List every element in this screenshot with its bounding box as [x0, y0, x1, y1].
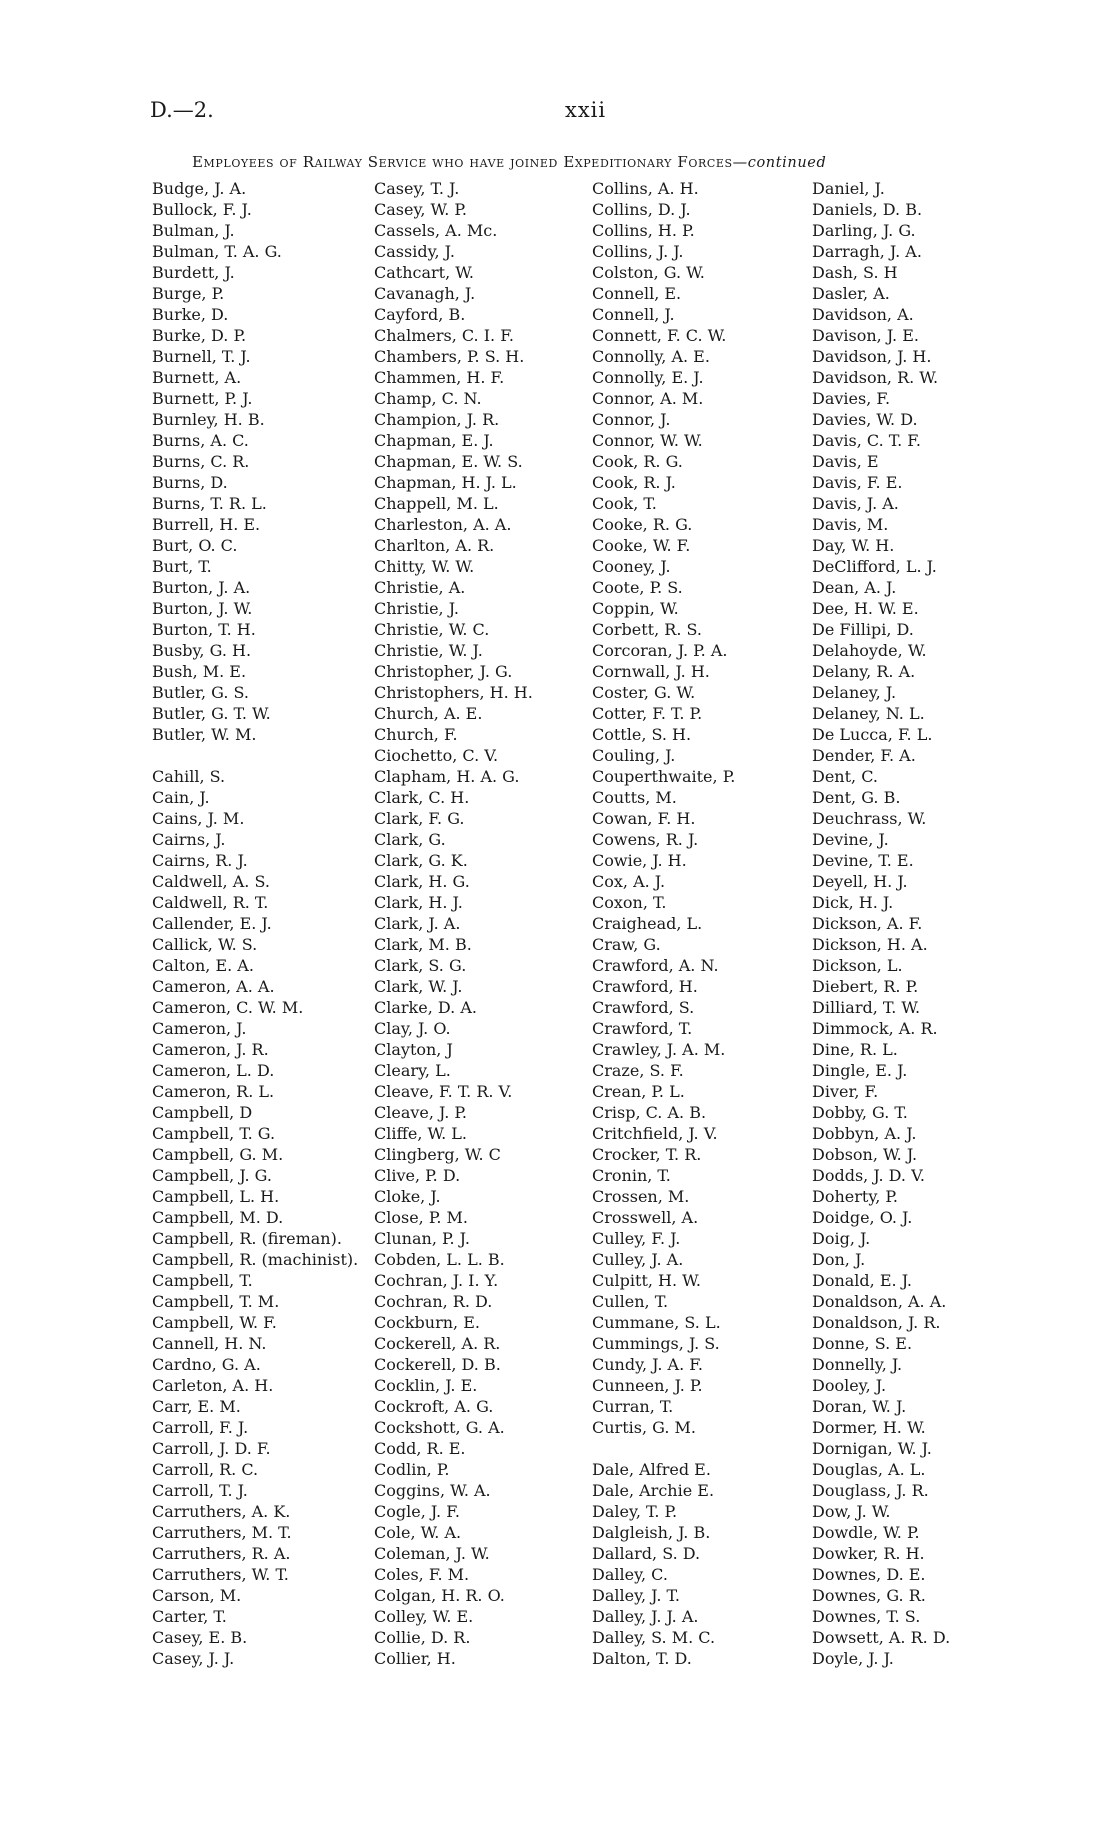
name-entry: Dowsett, A. R. D.: [812, 1628, 951, 1647]
name-entry: Daley, T. P.: [592, 1502, 678, 1521]
name-column-1: [152, 178, 358, 1669]
name-entry: Dean, A. J.: [812, 578, 897, 597]
name-entry: Campbell, G. M.: [152, 1145, 284, 1164]
name-entry: Cowie, J. H.: [592, 851, 687, 870]
name-entry: Darling, J. G.: [812, 221, 916, 240]
name-entry: Daniel, J.: [812, 179, 885, 198]
name-entry: Carroll, R. C.: [152, 1460, 259, 1479]
name-entry: Cairns, R. J.: [152, 851, 248, 870]
name-entry: Cayford, B.: [374, 305, 466, 324]
name-entry: Craighead, L.: [592, 914, 703, 933]
name-entry: Carruthers, M. T.: [152, 1523, 292, 1542]
name-entry: Codd, R. E.: [374, 1439, 466, 1458]
name-entry: Clark, H. G.: [374, 872, 470, 891]
name-entry: Dalgleish, J. B.: [592, 1523, 711, 1542]
name-entry: Cole, W. A.: [374, 1523, 462, 1542]
name-entry: Cameron, J.: [152, 1019, 247, 1038]
name-entry: Cox, A. J.: [592, 872, 666, 891]
name-entry: Bulman, T. A. G.: [152, 242, 282, 261]
name-entry: Davis, C. T. F.: [812, 431, 921, 450]
name-entry: Davidson, A.: [812, 305, 914, 324]
name-entry: Callick, W. S.: [152, 935, 258, 954]
name-entry: Carruthers, W. T.: [152, 1565, 289, 1584]
name-entry: Burns, C. R.: [152, 452, 250, 471]
name-entry: Delaney, J.: [812, 683, 897, 702]
name-entry: Bulman, J.: [152, 221, 235, 240]
name-entry: Burrell, H. E.: [152, 515, 261, 534]
name-entry: Charleston, A. A.: [374, 515, 512, 534]
name-entry: Champ, C. N.: [374, 389, 482, 408]
name-entry: Cliffe, W. L.: [374, 1124, 468, 1143]
name-entry: Callender, E. J.: [152, 914, 272, 933]
name-entry: Charlton, A. R.: [374, 536, 495, 555]
name-entry: Cameron, L. D.: [152, 1061, 275, 1080]
name-entry: Connor, W. W.: [592, 431, 703, 450]
name-entry: Dash, S. H: [812, 263, 898, 282]
name-entry: Campbell, W. F.: [152, 1313, 277, 1332]
name-entry: Butler, W. M.: [152, 725, 257, 744]
name-entry: Diebert, R. P.: [812, 977, 919, 996]
name-entry: Cockerell, A. R.: [374, 1334, 501, 1353]
name-entry: Dalley, C.: [592, 1565, 668, 1584]
name-entry: Colgan, H. R. O.: [374, 1586, 505, 1605]
name-entry: Burton, J. A.: [152, 578, 251, 597]
name-entry: Clark, F. G.: [374, 809, 465, 828]
name-entry: Crawford, A. N.: [592, 956, 719, 975]
name-entry: Devine, T. E.: [812, 851, 914, 870]
name-entry: Clark, W. J.: [374, 977, 463, 996]
name-entry: Colley, W. E.: [374, 1607, 474, 1626]
name-entry: Corbett, R. S.: [592, 620, 702, 639]
name-entry: Craze, S. F.: [592, 1061, 684, 1080]
name-entry: Dee, H. W. E.: [812, 599, 919, 618]
name-entry: Cochran, J. I. Y.: [374, 1271, 499, 1290]
name-entry: Chitty, W. W.: [374, 557, 475, 576]
name-entry: Burke, D. P.: [152, 326, 247, 345]
name-entry: Dender, F. A.: [812, 746, 916, 765]
name-entry: Corcoran, J. P. A.: [592, 641, 728, 660]
name-entry: Chapman, E. J.: [374, 431, 494, 450]
name-entry: Don, J.: [812, 1250, 866, 1269]
name-entry: Collier, H.: [374, 1649, 456, 1668]
name-entry: Clunan, P. J.: [374, 1229, 470, 1248]
name-entry: Dilliard, T. W.: [812, 998, 921, 1017]
name-entry: Christophers, H. H.: [374, 683, 533, 702]
name-entry: Collins, J. J.: [592, 242, 684, 261]
name-entry: Clark, S. G.: [374, 956, 467, 975]
name-column-3: [592, 178, 735, 1669]
name-entry: Casey, E. B.: [152, 1628, 248, 1647]
name-entry: Collie, D. R.: [374, 1628, 471, 1647]
name-entry: Cowan, F. H.: [592, 809, 696, 828]
name-entry: Cains, J. M.: [152, 809, 245, 828]
name-entry: DeClifford, L. J.: [812, 557, 937, 576]
name-entry: Cavanagh, J.: [374, 284, 476, 303]
name-entry: Carruthers, A. K.: [152, 1502, 291, 1521]
name-entry: Campbell, R. (machinist).: [152, 1250, 359, 1269]
name-entry: Day, W. H.: [812, 536, 895, 555]
name-entry: Cunneen, J. P.: [592, 1376, 703, 1395]
name-entry: Carson, M.: [152, 1586, 242, 1605]
name-entry: Cleary, L.: [374, 1061, 451, 1080]
name-entry: Carter, T.: [152, 1607, 227, 1626]
name-entry: Ciochetto, C. V.: [374, 746, 499, 765]
name-entry: Diver, F.: [812, 1082, 879, 1101]
name-entry: Crocker, T. R.: [592, 1145, 702, 1164]
name-entry: Dowdle, W. P.: [812, 1523, 920, 1542]
name-entry: Dale, Alfred E.: [592, 1460, 711, 1479]
name-entry: Dimmock, A. R.: [812, 1019, 938, 1038]
name-entry: Dingle, E. J.: [812, 1061, 908, 1080]
name-entry: Chapman, H. J. L.: [374, 473, 517, 492]
name-entry: Burt, T.: [152, 557, 212, 576]
name-entry: Connolly, A. E.: [592, 347, 710, 366]
name-entry: Davis, J. A.: [812, 494, 899, 513]
name-entry: Crawford, H.: [592, 977, 698, 996]
name-entry: Dowker, R. H.: [812, 1544, 925, 1563]
name-entry: Campbell, J. G.: [152, 1166, 272, 1185]
name-entry: Cameron, A. A.: [152, 977, 275, 996]
name-entry: Cairns, J.: [152, 830, 226, 849]
name-entry: Cahill, S.: [152, 767, 226, 786]
name-entry: Donaldson, J. R.: [812, 1313, 941, 1332]
name-entry: Cullen, T.: [592, 1292, 669, 1311]
name-entry: Coote, P. S.: [592, 578, 683, 597]
name-entry: Carroll, J. D. F.: [152, 1439, 271, 1458]
name-entry: Dale, Archie E.: [592, 1481, 715, 1500]
name-entry: Cleave, J. P.: [374, 1103, 467, 1122]
name-entry: Crosswell, A.: [592, 1208, 699, 1227]
name-entry: De Fillipi, D.: [812, 620, 914, 639]
name-entry: Dickson, A. F.: [812, 914, 923, 933]
name-entry: Cooney, J.: [592, 557, 671, 576]
name-entry: Dormer, H. W.: [812, 1418, 926, 1437]
name-entry: Cassidy, J.: [374, 242, 455, 261]
name-entry: Cloke, J.: [374, 1187, 441, 1206]
name-entry: Cockburn, E.: [374, 1313, 480, 1332]
name-entry: Burns, D.: [152, 473, 228, 492]
name-entry: Clark, J. A.: [374, 914, 461, 933]
name-entry: Culpitt, H. W.: [592, 1271, 701, 1290]
name-entry: Douglas, A. L.: [812, 1460, 926, 1479]
name-entry: Christopher, J. G.: [374, 662, 513, 681]
name-entry: Clark, G.: [374, 830, 446, 849]
name-entry: Church, A. E.: [374, 704, 483, 723]
name-entry: Cannell, H. N.: [152, 1334, 267, 1353]
name-entry: Burns, A. C.: [152, 431, 249, 450]
name-entry: Culley, F. J.: [592, 1229, 681, 1248]
name-entry: Doig, J.: [812, 1229, 871, 1248]
name-entry: Crawford, S.: [592, 998, 695, 1017]
name-entry: Burton, T. H.: [152, 620, 256, 639]
name-entry: Burnett, P. J.: [152, 389, 253, 408]
page-heading: [192, 153, 1092, 171]
name-entry: Cook, T.: [592, 494, 657, 513]
name-entry: Burnett, A.: [152, 368, 242, 387]
name-entry: Cotter, F. T. P.: [592, 704, 703, 723]
name-entry: Bush, M. E.: [152, 662, 247, 681]
name-entry: Christie, J.: [374, 599, 459, 618]
name-entry: Campbell, T. M.: [152, 1292, 280, 1311]
name-entry: Dickson, H. A.: [812, 935, 928, 954]
name-entry: Daniels, D. B.: [812, 200, 923, 219]
name-entry: Cummings, J. S.: [592, 1334, 720, 1353]
name-entry: Dalley, S. M. C.: [592, 1628, 716, 1647]
name-entry: Calton, E. A.: [152, 956, 254, 975]
name-entry: Cockroft, A. G.: [374, 1397, 494, 1416]
blank-line: [152, 745, 358, 766]
name-entry: Donald, E. J.: [812, 1271, 912, 1290]
name-entry: Donnelly, J.: [812, 1355, 903, 1374]
name-entry: Christie, W. J.: [374, 641, 483, 660]
name-entry: Cooke, W. F.: [592, 536, 691, 555]
page-number: xxii: [565, 98, 607, 122]
name-entry: Codlin, P.: [374, 1460, 450, 1479]
name-entry: Coster, G. W.: [592, 683, 696, 702]
name-entry: Carr, E. M.: [152, 1397, 241, 1416]
name-entry: Dow, J. W.: [812, 1502, 891, 1521]
name-entry: Carroll, F. J.: [152, 1418, 249, 1437]
name-entry: Dornigan, W. J.: [812, 1439, 932, 1458]
name-entry: Clark, M. B.: [374, 935, 472, 954]
name-entry: Collins, D. J.: [592, 200, 691, 219]
name-entry: Caldwell, A. S.: [152, 872, 270, 891]
name-entry: Cameron, R. L.: [152, 1082, 275, 1101]
name-entry: Burt, O. C.: [152, 536, 238, 555]
name-entry: De Lucca, F. L.: [812, 725, 933, 744]
name-entry: Crossen, M.: [592, 1187, 690, 1206]
name-entry: Doyle, J. J.: [812, 1649, 894, 1668]
name-entry: Campbell, T.: [152, 1271, 253, 1290]
name-entry: Dodds, J. D. V.: [812, 1166, 925, 1185]
page-reference: D.—2.: [150, 98, 214, 122]
name-entry: Campbell, T. G.: [152, 1124, 276, 1143]
blank-line: [592, 1438, 735, 1459]
name-entry: Davison, J. E.: [812, 326, 919, 345]
name-entry: Davies, F.: [812, 389, 891, 408]
name-entry: Cronin, T.: [592, 1166, 671, 1185]
name-entry: Devine, J.: [812, 830, 889, 849]
name-entry: Carleton, A. H.: [152, 1376, 274, 1395]
name-entry: Dine, R. L.: [812, 1040, 898, 1059]
name-entry: Coggins, W. A.: [374, 1481, 491, 1500]
name-entry: Cocklin, J. E.: [374, 1376, 478, 1395]
name-entry: Darragh, J. A.: [812, 242, 922, 261]
name-entry: Dooley, J.: [812, 1376, 887, 1395]
name-entry: Coles, F. M.: [374, 1565, 470, 1584]
name-entry: Cook, R. G.: [592, 452, 683, 471]
name-entry: Busby, G. H.: [152, 641, 252, 660]
name-entry: Cleave, F. T. R. V.: [374, 1082, 513, 1101]
name-entry: Cameron, J. R.: [152, 1040, 269, 1059]
name-entry: Clark, C. H.: [374, 788, 470, 807]
name-entry: Curran, T.: [592, 1397, 674, 1416]
name-entry: Cook, R. J.: [592, 473, 676, 492]
name-entry: Dickson, L.: [812, 956, 903, 975]
name-column-4: [812, 178, 950, 1669]
name-entry: Dobby, G. T.: [812, 1103, 908, 1122]
name-entry: Davidson, R. W.: [812, 368, 939, 387]
name-entry: Doherty, P.: [812, 1187, 899, 1206]
name-entry: Burnley, H. B.: [152, 410, 265, 429]
name-entry: Chappell, M. L.: [374, 494, 499, 513]
name-entry: Davis, F. E.: [812, 473, 903, 492]
name-entry: Collins, H. P.: [592, 221, 695, 240]
name-entry: Connolly, E. J.: [592, 368, 704, 387]
name-entry: Champion, J. R.: [374, 410, 500, 429]
name-entry: Butler, G. S.: [152, 683, 249, 702]
name-entry: Burke, D.: [152, 305, 229, 324]
name-entry: Cassels, A. Mc.: [374, 221, 498, 240]
name-entry: Casey, T. J.: [374, 179, 460, 198]
name-entry: Chapman, E. W. S.: [374, 452, 523, 471]
name-entry: Dallard, S. D.: [592, 1544, 701, 1563]
name-entry: Dalley, J. J. A.: [592, 1607, 699, 1626]
name-entry: Crean, P. L.: [592, 1082, 685, 1101]
name-entry: Couperthwaite, P.: [592, 767, 736, 786]
name-entry: Burge, P.: [152, 284, 225, 303]
name-entry: Dobson, W. J.: [812, 1145, 918, 1164]
name-entry: Dasler, A.: [812, 284, 890, 303]
name-entry: Doidge, O. J.: [812, 1208, 913, 1227]
name-entry: Critchfield, J. V.: [592, 1124, 718, 1143]
name-entry: Davidson, J. H.: [812, 347, 932, 366]
name-column-2: [374, 178, 533, 1669]
name-entry: Coxon, T.: [592, 893, 667, 912]
name-entry: Collins, A. H.: [592, 179, 699, 198]
name-entry: Couling, J.: [592, 746, 676, 765]
name-entry: Douglass, J. R.: [812, 1481, 929, 1500]
name-entry: Delaney, N. L.: [812, 704, 925, 723]
name-entry: Carroll, T. J.: [152, 1481, 248, 1500]
name-entry: Carruthers, R. A.: [152, 1544, 291, 1563]
name-entry: Burnell, T. J.: [152, 347, 251, 366]
name-entry: Clark, G. K.: [374, 851, 468, 870]
heading-title: Employees of Railway Service who have joined Expeditionary Forces: [192, 153, 733, 171]
name-entry: Coutts, M.: [592, 788, 677, 807]
name-entry: Doran, W. J.: [812, 1397, 907, 1416]
name-entry: Crisp, C. A. B.: [592, 1103, 707, 1122]
name-entry: Cundy, J. A. F.: [592, 1355, 703, 1374]
name-entry: Downes, G. R.: [812, 1586, 926, 1605]
name-entry: Cardno, G. A.: [152, 1355, 261, 1374]
name-entry: Burton, J. W.: [152, 599, 253, 618]
name-entry: Bullock, F. J.: [152, 200, 252, 219]
name-entry: Casey, J. J.: [152, 1649, 235, 1668]
name-entry: Clarke, D. A.: [374, 998, 477, 1017]
name-entry: Clayton, J: [374, 1040, 453, 1059]
name-entry: Budge, J. A.: [152, 179, 247, 198]
name-entry: Cornwall, J. H.: [592, 662, 710, 681]
name-entry: Clingberg, W. C: [374, 1145, 501, 1164]
name-entry: Dalley, J. T.: [592, 1586, 680, 1605]
name-entry: Cochran, R. D.: [374, 1292, 493, 1311]
name-entry: Connett, F. C. W.: [592, 326, 727, 345]
name-entry: Dobbyn, A. J.: [812, 1124, 917, 1143]
name-entry: Davis, M.: [812, 515, 889, 534]
name-entry: Connell, J.: [592, 305, 675, 324]
name-entry: Donne, S. E.: [812, 1334, 913, 1353]
name-entry: Cameron, C. W. M.: [152, 998, 304, 1017]
name-entry: Caldwell, R. T.: [152, 893, 269, 912]
name-entry: Delahoyde, W.: [812, 641, 927, 660]
name-entry: Downes, D. E.: [812, 1565, 926, 1584]
name-entry: Colston, G. W.: [592, 263, 705, 282]
name-entry: Deuchrass, W.: [812, 809, 927, 828]
name-entry: Connor, J.: [592, 410, 671, 429]
name-entry: Burdett, J.: [152, 263, 235, 282]
name-entry: Dent, C.: [812, 767, 878, 786]
name-entry: Casey, W. P.: [374, 200, 467, 219]
name-entry: Clark, H. J.: [374, 893, 463, 912]
name-entry: Davis, E: [812, 452, 879, 471]
name-entry: Cogle, J. F.: [374, 1502, 460, 1521]
name-entry: Cummane, S. L.: [592, 1313, 721, 1332]
name-entry: Connell, E.: [592, 284, 682, 303]
name-entry: Christie, W. C.: [374, 620, 490, 639]
name-entry: Chammen, H. F.: [374, 368, 505, 387]
name-entry: Connor, A. M.: [592, 389, 704, 408]
heading-continued: —continued: [732, 155, 827, 171]
name-entry: Cathcart, W.: [374, 263, 474, 282]
name-entry: Clapham, H. A. G.: [374, 767, 520, 786]
name-entry: Cockerell, D. B.: [374, 1355, 501, 1374]
name-entry: Davies, W. D.: [812, 410, 918, 429]
name-entry: Cottle, S. H.: [592, 725, 692, 744]
name-entry: Campbell, D: [152, 1103, 253, 1122]
name-entry: Campbell, L. H.: [152, 1187, 280, 1206]
name-entry: Cooke, R. G.: [592, 515, 693, 534]
name-entry: Delany, R. A.: [812, 662, 916, 681]
name-entry: Cockshott, G. A.: [374, 1418, 505, 1437]
name-entry: Curtis, G. M.: [592, 1418, 696, 1437]
name-entry: Church, F.: [374, 725, 458, 744]
name-entry: Burns, T. R. L.: [152, 494, 267, 513]
name-entry: Chambers, P. S. H.: [374, 347, 525, 366]
name-entry: Close, P. M.: [374, 1208, 469, 1227]
name-entry: Cowens, R. J.: [592, 830, 699, 849]
name-entry: Dent, G. B.: [812, 788, 901, 807]
name-entry: Christie, A.: [374, 578, 466, 597]
name-entry: Craw, G.: [592, 935, 661, 954]
name-entry: Cobden, L. L. B.: [374, 1250, 505, 1269]
name-entry: Clay, J. O.: [374, 1019, 451, 1038]
name-entry: Campbell, R. (fireman).: [152, 1229, 342, 1248]
name-entry: Cain, J.: [152, 788, 210, 807]
name-entry: Coleman, J. W.: [374, 1544, 490, 1563]
name-entry: Crawford, T.: [592, 1019, 693, 1038]
name-entry: Deyell, H. J.: [812, 872, 908, 891]
name-entry: Chalmers, C. I. F.: [374, 326, 514, 345]
name-entry: Culley, J. A.: [592, 1250, 684, 1269]
name-entry: Butler, G. T. W.: [152, 704, 271, 723]
name-entry: Campbell, M. D.: [152, 1208, 284, 1227]
name-entry: Clive, P. D.: [374, 1166, 461, 1185]
name-entry: Downes, T. S.: [812, 1607, 921, 1626]
name-entry: Dalton, T. D.: [592, 1649, 692, 1668]
name-entry: Dick, H. J.: [812, 893, 894, 912]
name-entry: Coppin, W.: [592, 599, 679, 618]
name-entry: Crawley, J. A. M.: [592, 1040, 726, 1059]
name-entry: Donaldson, A. A.: [812, 1292, 947, 1311]
